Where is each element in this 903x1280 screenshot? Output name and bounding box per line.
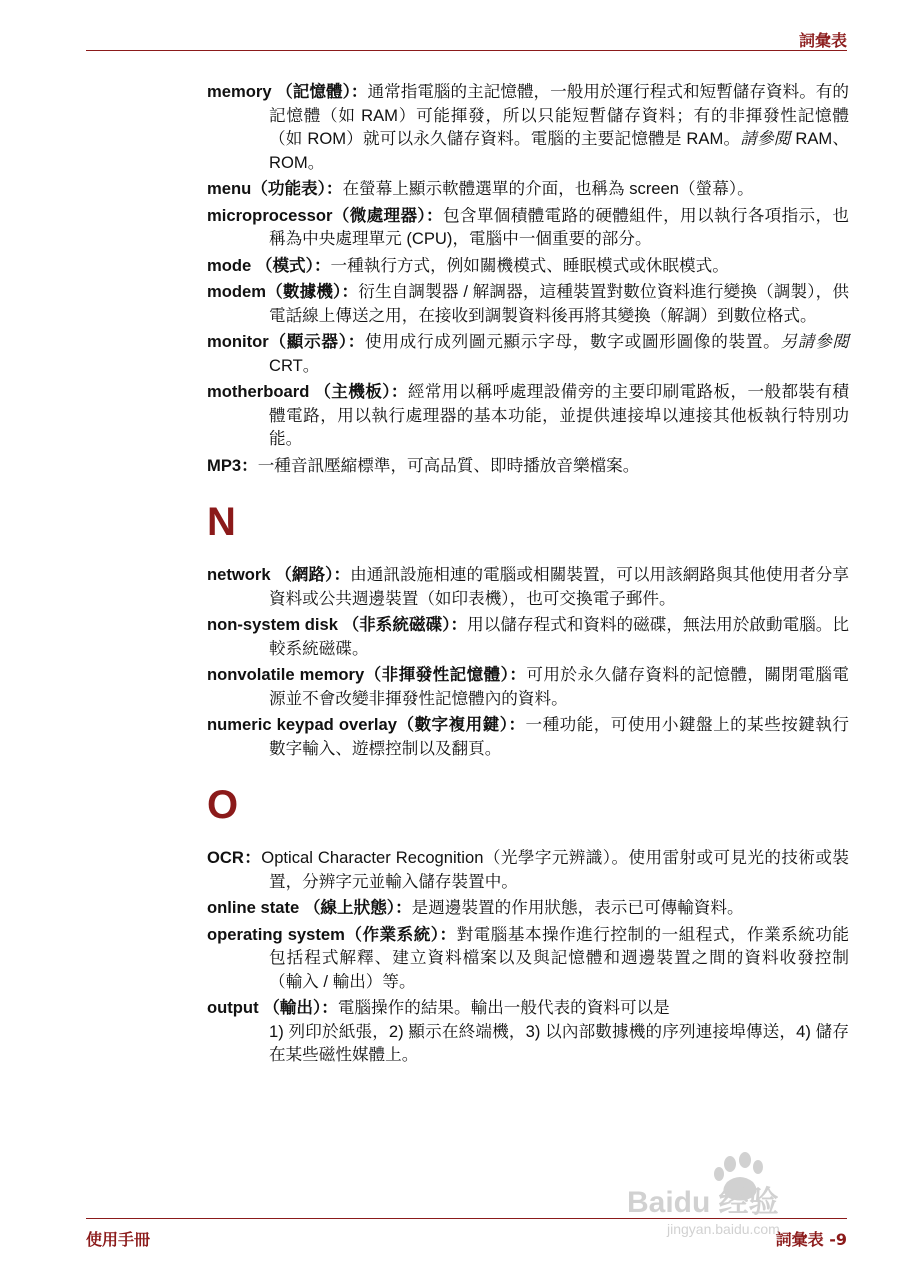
glossary-entry bbox=[207, 454, 849, 478]
cross-reference-target: RAM、ROM。 bbox=[269, 129, 850, 172]
glossary-definition: 經常用以稱呼處理設備旁的主要印刷電路板，一般都裝有積體電路，用以執行處理器的基本功能，並提供連接埠以連接其他板執行特別功能。 bbox=[269, 382, 849, 448]
watermark-subtext: jingyan.baidu.com bbox=[667, 1221, 780, 1237]
glossary-entry bbox=[207, 663, 849, 710]
glossary-content bbox=[207, 80, 849, 1070]
footer-rule bbox=[86, 1218, 847, 1219]
entries-o bbox=[207, 846, 849, 1067]
cross-reference-label: 請參閱 bbox=[740, 129, 791, 148]
watermark-text: Baidu 经验 bbox=[627, 1186, 779, 1219]
cross-reference-target: CRT。 bbox=[269, 355, 320, 375]
glossary-entry bbox=[207, 713, 849, 760]
glossary-term: microprocessor（微處理器）： bbox=[207, 205, 443, 225]
header-rule bbox=[86, 50, 847, 51]
glossary-term: memory （記憶體）： bbox=[207, 82, 368, 101]
glossary-term: operating system（作業系統）： bbox=[207, 924, 457, 944]
footer-page-number: 詞彙表 -9 bbox=[775, 1230, 847, 1249]
glossary-term: motherboard （主機板）： bbox=[207, 382, 408, 401]
section-letter-o: O bbox=[207, 783, 239, 827]
entries-m bbox=[207, 80, 849, 477]
entries-n bbox=[207, 563, 849, 760]
glossary-term: online state （線上狀態）： bbox=[207, 898, 412, 917]
glossary-definition: Optical Character Recognition（光學字元辨識）。使用雷射或可見光的技術或裝置，分辨字元並輸入儲存裝置中。 bbox=[261, 848, 850, 891]
glossary-term: modem（數據機）： bbox=[207, 282, 359, 301]
glossary-definition: 在螢幕上顯示軟體選單的介面，也稱為 screen（螢幕）。 bbox=[342, 179, 754, 198]
glossary-term: menu（功能表）： bbox=[207, 179, 343, 198]
glossary-definition: 通常指電腦的主記憶體，一般用於運行程式和短暫儲存資料。有的記憶體（如 RAM）可能揮發，所以只能短暫儲存資料；有的非揮發性記憶體（如 ROM）就可以永久儲存資料。電腦的主要記憶體是 RAM。 bbox=[269, 82, 850, 148]
glossary-entry bbox=[207, 254, 849, 278]
glossary-definition: 可用於永久儲存資料的記憶體，關閉電腦電源並不會改變非揮發性記憶體內的資料。 bbox=[269, 665, 849, 708]
glossary-term: MP3： bbox=[207, 455, 258, 475]
cross-reference-label: 另請參閱 bbox=[780, 332, 849, 351]
glossary-term: non-system disk （非系統磁碟）： bbox=[207, 615, 468, 634]
glossary-term: OCR： bbox=[207, 848, 262, 867]
glossary-definition: 對電腦基本操作進行控制的一組程式，作業系統功能包括程式解釋、建立資料檔案以及與記憶體和週邊裝置之間的資料收發控制 （輸入 / 輸出）等。 bbox=[269, 924, 849, 991]
glossary-entry bbox=[207, 330, 849, 377]
glossary-definition: 用以儲存程式和資料的磁碟，無法用於啟動電腦。比較系統磁碟。 bbox=[269, 615, 849, 658]
glossary-entry bbox=[207, 563, 849, 610]
glossary-entry bbox=[207, 896, 849, 920]
glossary-entry bbox=[207, 280, 849, 327]
glossary-term: output （輸出）： bbox=[207, 998, 338, 1017]
glossary-entry bbox=[207, 204, 849, 251]
glossary-definition: 一種功能，可使用小鍵盤上的某些按鍵執行數字輸入、遊標控制以及翻頁。 bbox=[269, 715, 849, 758]
glossary-term: numeric keypad overlay（數字複用鍵）： bbox=[207, 715, 526, 734]
glossary-term: monitor（顯示器）： bbox=[207, 332, 366, 351]
glossary-definition: 一種音訊壓縮標準，可高品質、即時播放音樂檔案。 bbox=[257, 455, 640, 475]
glossary-entry bbox=[207, 846, 849, 893]
glossary-entry bbox=[207, 80, 849, 174]
glossary-definition: 包含單個積體電路的硬體組件，用以執行各項指示，也稱為中央處理單元 (CPU)，電腦中一個重要的部分。 bbox=[269, 205, 850, 248]
section-letter-n: N bbox=[207, 500, 236, 544]
glossary-entry bbox=[207, 613, 849, 660]
glossary-definition: 是週邊裝置的作用狀態，表示已可傳輸資料。 bbox=[411, 898, 744, 917]
glossary-term: mode （模式）： bbox=[207, 255, 331, 275]
glossary-entry bbox=[207, 380, 849, 451]
page-header-title: 詞彙表 bbox=[798, 31, 847, 50]
glossary-entry bbox=[207, 177, 849, 201]
glossary-definition: 衍生自調製器 / 解調器，這種裝置對數位資料進行變換（調製），供電話線上傳送之用，在接收到調製資料後再將其變換（解調）到數位格式。 bbox=[269, 282, 849, 325]
glossary-entry bbox=[207, 996, 849, 1067]
glossary-definition: 一種執行方式，例如關機模式、睡眠模式或休眠模式。 bbox=[330, 255, 729, 275]
glossary-definition: 使用成行成列圖元顯示字母，數字或圖形圖像的裝置。 bbox=[365, 332, 781, 351]
glossary-definition: 由通訊設施相連的電腦或相關裝置，可以用該網路與其他使用者分享資料或公共週邊裝置（如印表機），也可交換電子郵件。 bbox=[269, 565, 849, 608]
glossary-definition-continued: 1) 列印於紙張，2) 顯示在終端機，3) 以內部數據機的序列連接埠傳送，4) 儲存在某些磁性媒體上。 bbox=[269, 1021, 849, 1064]
glossary-term: nonvolatile memory（非揮發性記憶體）： bbox=[207, 665, 527, 684]
glossary-definition: 電腦操作的結果。輸出一般代表的資料可以是 bbox=[337, 998, 670, 1017]
glossary-entry bbox=[207, 923, 849, 994]
footer-manual-title: 使用手冊 bbox=[86, 1230, 151, 1249]
glossary-term: network （網路）： bbox=[207, 565, 351, 584]
